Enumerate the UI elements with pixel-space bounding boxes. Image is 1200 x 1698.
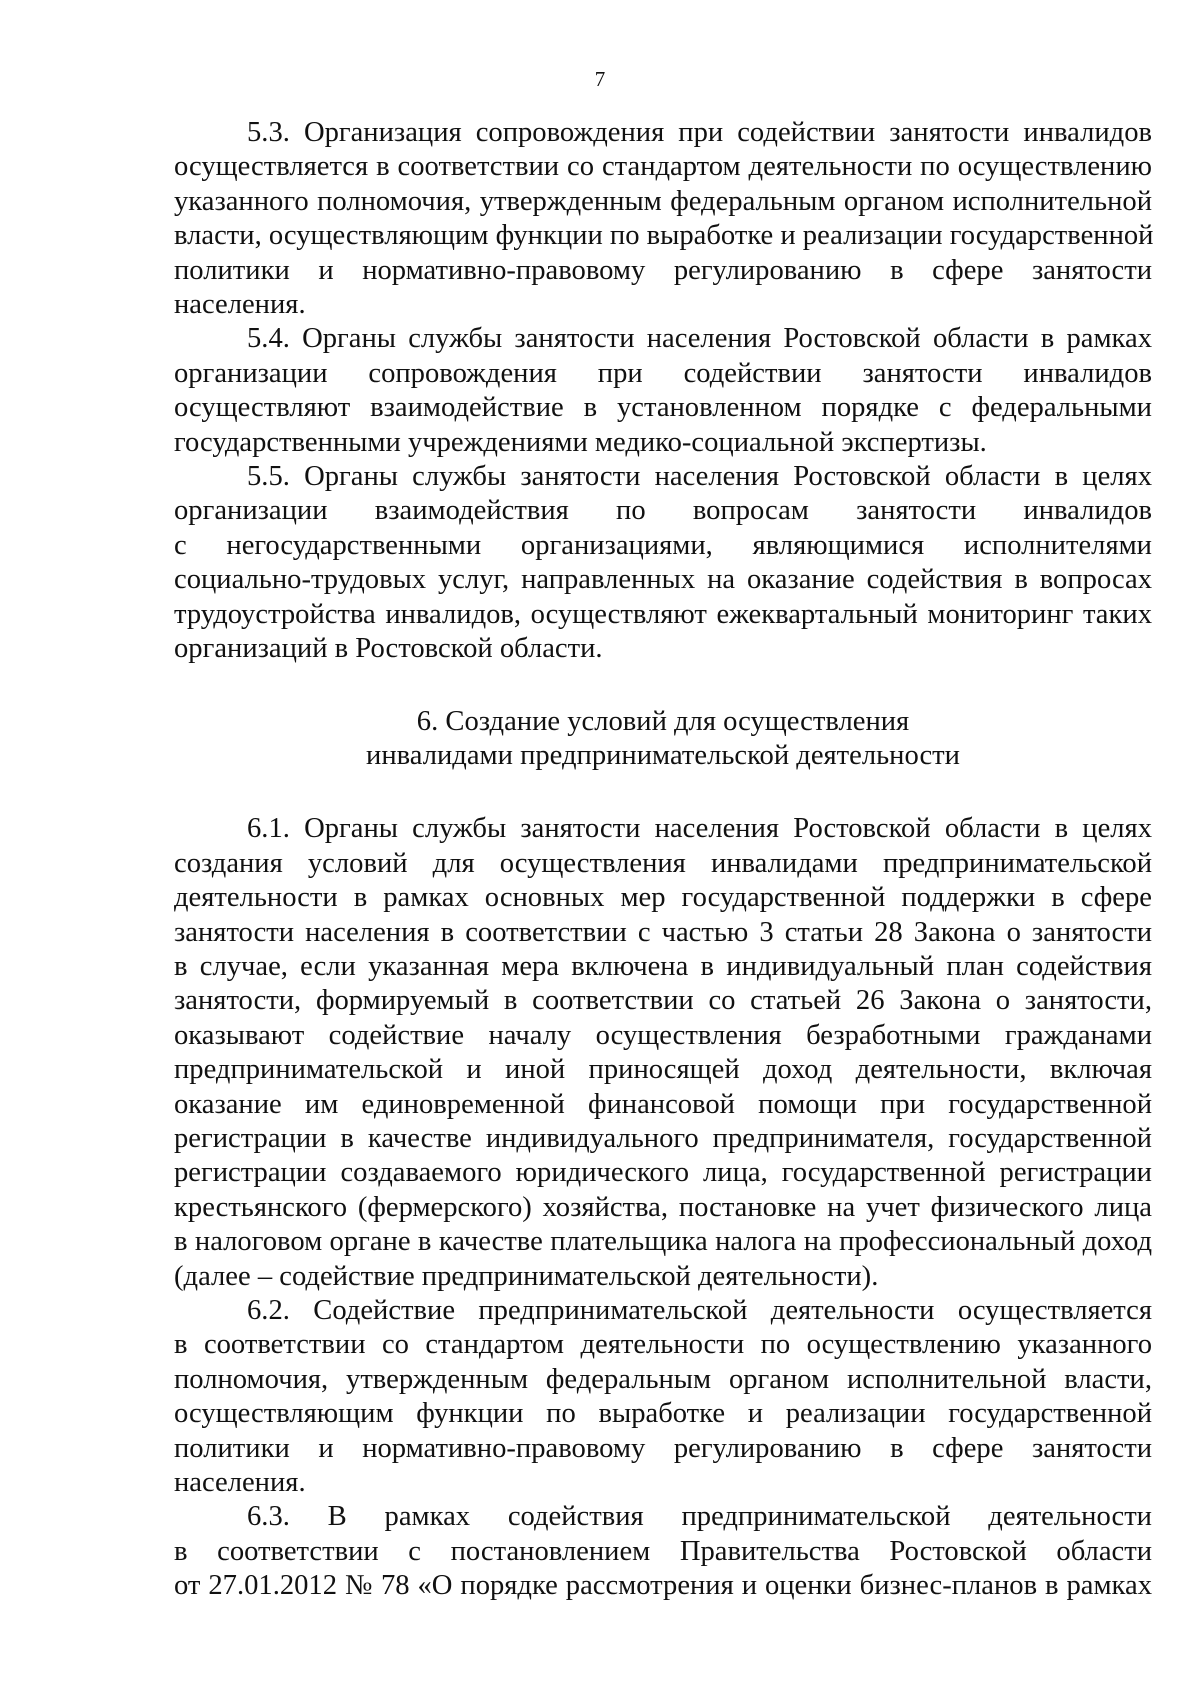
paragraph-5-3 (174, 116, 1152, 322)
paragraph-line: социально-трудовых услуг, направленных на оказание содействия в вопросах (174, 564, 1152, 596)
section-heading-line-1: 6. Создание условий для осуществления (416, 705, 910, 737)
paragraph-6-2 (174, 1294, 1152, 1500)
paragraph-line: 6.3. В рамках содействия предпринимательской деятельности (247, 1501, 1152, 1533)
page-number: 7 (594, 67, 606, 91)
section-heading (174, 705, 1152, 774)
paragraph-line: деятельности в рамках основных мер государственной поддержки в сфере (174, 882, 1152, 914)
paragraph-line: государственными учреждениями медико-социальной экспертизы. (174, 426, 987, 458)
paragraph-line: осуществляют взаимодействие в установленном порядке с федеральными (174, 392, 1152, 424)
section-6-paragraphs (174, 812, 1152, 1603)
paragraph-line: в соответствии с постановлением Правительства Ростовской области (174, 1535, 1152, 1567)
paragraph-line: создания условий для осуществления инвалидами предпринимательской (174, 847, 1152, 879)
paragraph-line: власти, осуществляющим функции по выработке и реализации государственной (174, 220, 1154, 252)
paragraph-line: предпринимательской и иной приносящей доход деятельности, включая (174, 1054, 1152, 1086)
paragraph-line: в случае, если указанная мера включена в индивидуальный план содействия (174, 950, 1152, 982)
paragraph-line: осуществляющим функции по выработке и реализации государственной (174, 1398, 1152, 1430)
paragraph-line: осуществляется в соответствии со стандартом деятельности по осуществлению (174, 151, 1152, 183)
paragraph-line: занятости, формируемый в соответствии со статьей 26 Закона о занятости, (174, 985, 1152, 1017)
paragraph-line: политики и нормативно-правовому регулированию в сфере занятости (174, 1432, 1152, 1464)
paragraph-line: с негосударственными организациями, являющимися исполнителями (174, 529, 1152, 561)
paragraph-5-5 (174, 460, 1152, 666)
paragraph-line: 5.5. Органы службы занятости населения Ростовской области в целях (247, 461, 1152, 493)
paragraph-line: политики и нормативно-правовому регулированию в сфере занятости (174, 254, 1152, 286)
paragraph-line: указанного полномочия, утвержденным федеральным органом исполнительной (174, 185, 1152, 217)
paragraph-6-3 (174, 1500, 1152, 1603)
paragraph-line: занятости населения в соответствии с частью 3 статьи 28 Закона о занятости (174, 916, 1152, 948)
paragraph-line: в налоговом органе в качестве плательщика налога на профессиональный доход (174, 1226, 1152, 1258)
paragraph-line: полномочия, утвержденным федеральным органом исполнительной власти, (174, 1363, 1152, 1395)
paragraph-5-4 (174, 322, 1152, 460)
paragraph-line: регистрации в качестве индивидуального предпринимателя, государственной (174, 1122, 1152, 1154)
paragraph-line: организации взаимодействия по вопросам занятости инвалидов (174, 495, 1152, 527)
paragraph-line: организации сопровождения при содействии занятости инвалидов (174, 357, 1152, 389)
paragraph-line: от 27.01.2012 № 78 «О порядке рассмотрения и оценки бизнес-планов в рамках (174, 1570, 1152, 1602)
paragraph-line: населения. (174, 1467, 306, 1499)
paragraph-line: регистрации создаваемого юридического лица, государственной регистрации (174, 1157, 1152, 1189)
paragraph-line: трудоустройства инвалидов, осуществляют ежеквартальный мониторинг таких (174, 598, 1152, 630)
paragraph-line: населения. (174, 289, 306, 321)
paragraph-line: оказывают содействие началу осуществления безработными гражданами (174, 1019, 1152, 1051)
section-5-paragraphs (174, 116, 1152, 667)
paragraph-line: организаций в Ростовской области. (174, 633, 603, 665)
paragraph-line: 6.1. Органы службы занятости населения Ростовской области в целях (247, 813, 1152, 845)
paragraph-6-1 (174, 812, 1152, 1294)
paragraph-line: 5.3. Организация сопровождения при содействии занятости инвалидов (247, 117, 1152, 148)
paragraph-line: 5.4. Органы службы занятости населения Ростовской области в рамках (247, 323, 1152, 355)
paragraph-line: (далее – содействие предпринимательской деятельности). (174, 1260, 879, 1292)
section-heading-line-2: инвалидами предпринимательской деятельности (366, 739, 960, 771)
paragraph-line: оказание им единовременной финансовой помощи при государственной (174, 1088, 1152, 1120)
paragraph-line: 6.2. Содействие предпринимательской деятельности осуществляется (247, 1295, 1152, 1326)
paragraph-line: крестьянского (фермерского) хозяйства, постановке на учет физического лица (174, 1191, 1152, 1223)
document-body (174, 116, 1152, 1604)
paragraph-line: в соответствии со стандартом деятельности по осуществлению указанного (174, 1329, 1152, 1361)
